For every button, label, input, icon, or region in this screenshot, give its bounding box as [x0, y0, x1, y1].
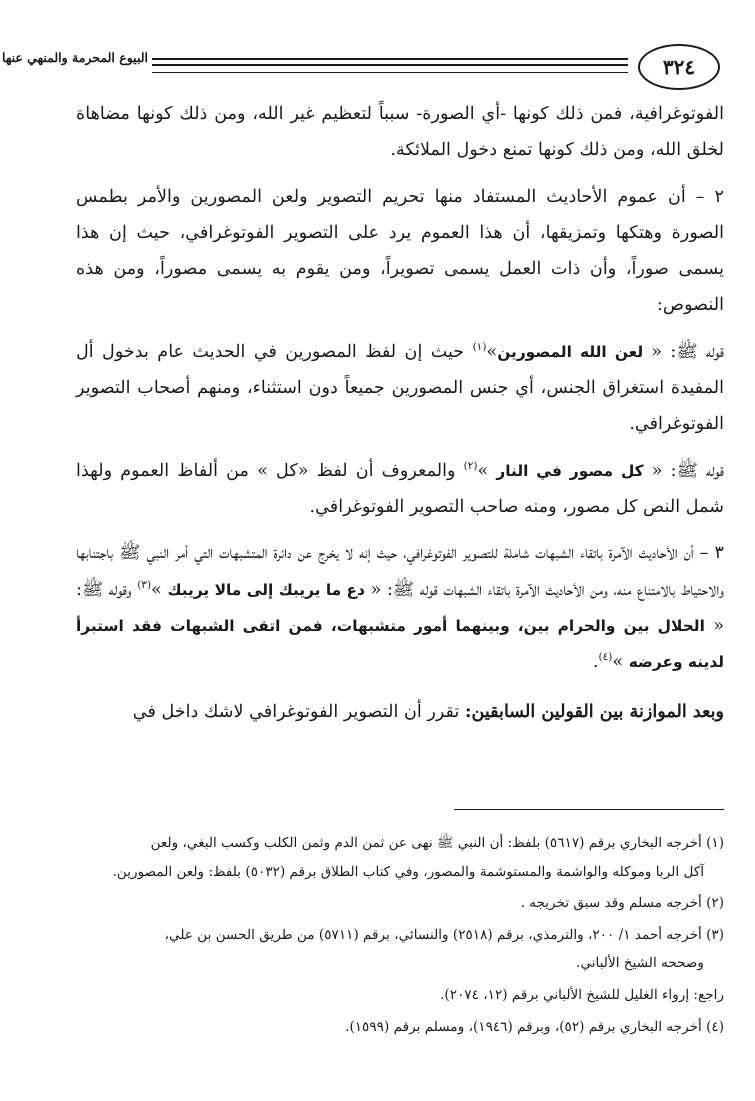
- footnote-separator: [454, 809, 724, 810]
- p5-mid: وقوله ﷺ: «: [76, 579, 724, 636]
- page-number: ٣٢٤: [638, 44, 720, 90]
- paragraph-4: [76, 453, 724, 526]
- p5-lead: ٣ – أن الأحاديث الآمرة باتقاء الشبهات شاملة للتصوير الفوتوغرافي، حيث إنه لا يخرج عن دائرة المتشبهات التي أمر النبي ﷺ باجتنابها والاحتياط بالامتناع منه، ومن الأحاديث الآمرة باتقاء الشبهات قوله ﷺ: «: [76, 543, 724, 600]
- page-header: [2, 44, 720, 94]
- footnote-ref-4[interactable]: (٤): [598, 651, 613, 664]
- conclusion-heading: وبعد الموازنة بين القولين السابقين:: [464, 701, 724, 723]
- running-title: البيوع المحرمة والمنهي عنها: [2, 50, 148, 65]
- footnote-3: [76, 921, 724, 978]
- footnote-1: [76, 829, 724, 886]
- footnote-3-reference: راجع: إرواء الغليل للشيخ الألباني برقم (١٢، ٢٠٧٤).: [440, 986, 724, 1003]
- hadith-quote: لعن الله المصورين: [497, 342, 652, 361]
- p5-end: .: [592, 652, 599, 673]
- p3-close: »: [486, 341, 498, 362]
- footnote-ref-1[interactable]: (١): [472, 340, 487, 353]
- p4-close: »: [477, 460, 497, 481]
- hadith-quote: دع ما يريبك إلى مالا يريبك: [167, 580, 365, 599]
- footnote-2: (٢) أخرجه مسلم وقد سبق تخريجه .: [520, 895, 724, 912]
- hadith-quote: كل مصور في النار: [496, 461, 644, 480]
- p5-close-2: »: [612, 652, 629, 673]
- header-rule-thin: [152, 72, 628, 73]
- p4-lead: قوله ﷺ: «: [643, 460, 724, 481]
- paragraph-5: [76, 535, 724, 680]
- paragraph-2: ٢ – أن عموم الأحاديث المستفاد منها تحريم التصوير ولعن المصورين والأمر بطمس الصورة وهتكها وتمزيقها، أن هذا العموم يرد على التصوير الفوتوغرافي، حيث إن هذا يسمى صوراً، وأن ذات العمل يسمى تصويراً، ومن يقوم به يسمى مصوراً، ومن هذه النصوص:: [76, 186, 724, 316]
- p4-rest: والمعروف أن لفظ «كل » من ألفاظ العموم ولهذا شمل النص كل مصور، ومنه صاحب التصوير الفوتوغرافي.: [76, 460, 724, 517]
- footnote-3-line-2: وصححه الشيخ الألباني.: [576, 955, 704, 972]
- footnote-ref-2[interactable]: (٢): [463, 459, 478, 472]
- p5-close-1: »: [151, 579, 168, 600]
- p6-rest: تقرر أن التصوير الفوتوغرافي لاشك داخل في: [132, 702, 465, 723]
- paragraph-6: [76, 694, 724, 730]
- paragraph-1: الفوتوغرافية، فمن ذلك كونها -أي الصورة- سبباً لتعظيم غير الله، ومن ذلك كونها مضاهاة لخلق الله، ومن ذلك كونها تمنع دخول الملائكة.: [76, 104, 724, 161]
- footnote-ref-3[interactable]: (٣): [137, 578, 152, 591]
- main-text: [76, 96, 724, 731]
- footnote-4: (٤) أخرجه البخاري برقم (٥٢)، وبرقم (١٩٤٦)، ومسلم برقم (١٥٩٩).: [345, 1018, 724, 1035]
- hadith-quote: الحلال بين والحرام بين، وبينهما أمور متشبهات، فمن اتقى الشبهات فقد استبرأ لدينه وعرضه: [76, 616, 724, 672]
- header-rule: [152, 58, 628, 66]
- footnote-1-line-1: (١) أخرجه البخاري برقم (٥٦١٧) بلفظ: أن النبي ﷺ نهى عن ثمن الدم وثمن الكلب وكسب البغي، ولعن: [150, 835, 724, 851]
- footnotes: [76, 829, 724, 1044]
- p3-lead: قوله ﷺ: «: [651, 341, 724, 362]
- paragraph-3: [76, 334, 724, 443]
- footnote-3-line-1: (٣) أخرجه أحمد ١/ ٢٠٠، والترمذي، برقم (٢٥١٨) والنسائي، برقم (٥٧١١) من طريق الحسن بن علي،: [164, 926, 724, 943]
- p3-rest: حيث إن لفظ المصورين في الحديث عام بدخول أل المفيدة استغراق الجنس، أي جنس المصورين جميعاً دون استثناء، ومنهم أصحاب التصوير الفوتوغرافي.: [76, 341, 724, 435]
- footnote-1-line-2: آكل الربا وموكله والواشمة والمستوشمة والمصور، وفي كتاب الطلاق برقم (٥٠٣٢) بلفظ: ولعن المصورين.: [112, 863, 704, 880]
